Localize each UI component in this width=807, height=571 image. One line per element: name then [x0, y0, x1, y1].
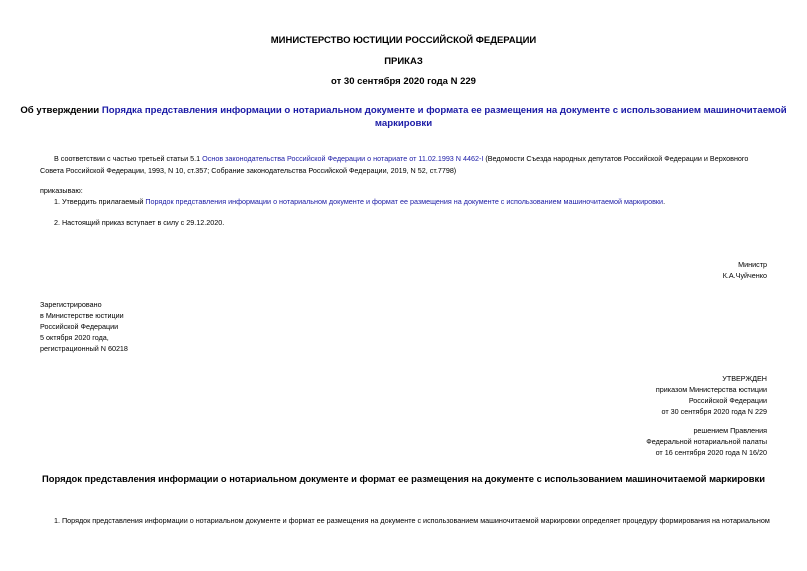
title-link-continued[interactable]: маркировки — [374, 118, 433, 129]
decision-line: Федеральной нотариальной палаты — [646, 437, 767, 446]
appendix-paragraph-1: 1. Порядок представления информации о нотариальном документе и формат ее размещения на документе с использованием машиночитаемой маркировки определяет процедуру формирования на нотариальном — [54, 516, 770, 525]
law-link[interactable]: Основ законодательства Российской Федерации о нотариате от 11.02.1993 N 4462-I — [202, 154, 484, 163]
approval-line: от 30 сентября 2020 года N 229 — [661, 407, 767, 416]
procedure-link[interactable]: Порядок представления информации о нотариальном документе и формат ее размещения на документе с использованием машиночитаемой маркировки — [145, 197, 664, 206]
signature-name: К.А.Чуйченко — [722, 271, 767, 280]
decision-line: от 16 сентября 2020 года N 16/20 — [655, 448, 767, 457]
title-prefix: Об утверждении — [20, 105, 102, 116]
orders-word: приказываю: — [40, 186, 83, 195]
doc-date-heading: от 30 сентября 2020 года N 229 — [331, 76, 476, 87]
registration-line: регистрационный N 60218 — [40, 344, 128, 353]
signature-position: Министр — [738, 260, 767, 269]
approval-line: УТВЕРЖДЕН — [722, 374, 767, 383]
order-item-2: 2. Настоящий приказ вступает в силу с 29.12.2020. — [54, 218, 225, 227]
document-title — [0, 104, 807, 130]
appendix-title: Порядок представления информации о нотариальном документе и формат ее размещения на документе с использованием машиночитаемой маркировки — [42, 473, 765, 484]
order-item-1 — [54, 196, 665, 207]
registration-line: Российской Федерации — [40, 322, 119, 331]
registration-line: в Министерстве юстиции — [40, 311, 124, 320]
preamble-line2: Совета Российской Федерации, 1993, N 10, ст.357; Собрание законодательства Российской Федерации, 2019, N 52, ст.7798) — [40, 166, 457, 175]
decision-line: решением Правления — [693, 426, 767, 435]
approval-line: Российской Федерации — [688, 396, 767, 405]
order-item-1-end: . — [663, 197, 666, 206]
registration-line: 5 октября 2020 года, — [40, 333, 109, 342]
approval-line: приказом Министерства юстиции — [655, 385, 767, 394]
doc-type-heading: ПРИКАЗ — [384, 56, 423, 67]
preamble-text: В соответствии с частью третьей статьи 5.1 — [54, 154, 203, 163]
ministry-heading: МИНИСТЕРСТВО ЮСТИЦИИ РОССИЙСКОЙ ФЕДЕРАЦИИ — [270, 35, 537, 46]
order-item-1-text: 1. Утвердить прилагаемый — [54, 197, 146, 206]
registration-line: Зарегистрировано — [40, 300, 102, 309]
preamble-line1 — [40, 153, 748, 164]
title-link[interactable]: Порядка представления информации о нотариальном документе и формата ее размещения на документе с использованием машиночитаемой — [101, 105, 787, 116]
preamble-text-after: (Ведомости Съезда народных депутатов Российской Федерации и Верховного — [483, 154, 749, 163]
